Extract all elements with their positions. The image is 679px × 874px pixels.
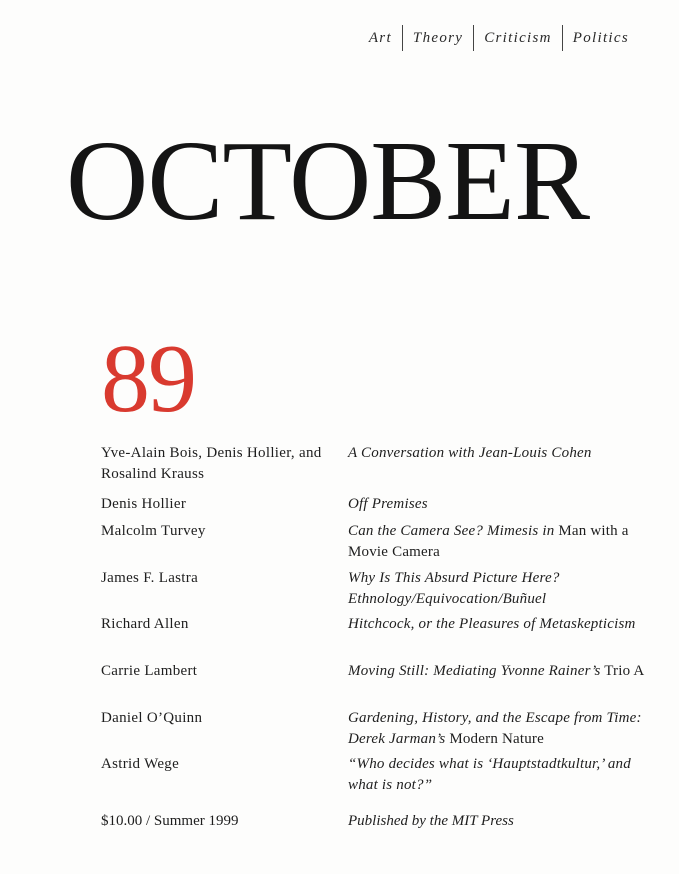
toc-title-italic-part: Gardening, History, and the Escape from Time: Derek Jarman’s xyxy=(348,710,642,747)
toc-author: Richard Allen xyxy=(101,616,189,632)
toc-title xyxy=(348,661,648,682)
publisher: Published by the MIT Press xyxy=(348,813,514,829)
toc-title xyxy=(348,614,648,635)
toc-title-italic-part: Hitchcock, or the Pleasures of Metaskepticism xyxy=(348,616,636,632)
toc-author: Denis Hollier xyxy=(101,496,187,512)
toc-title-italic-part: Moving Still: Mediating Yvonne Rainer’s xyxy=(348,663,601,679)
toc-author: James F. Lastra xyxy=(101,570,199,586)
toc-title-roman-part: Modern Nature xyxy=(445,731,544,747)
toc-title-italic-part: Off Premises xyxy=(348,496,428,512)
toc-author: Astrid Wege xyxy=(101,756,180,772)
toc-title-roman-part: Trio A xyxy=(600,663,645,679)
toc-author: Malcolm Turvey xyxy=(101,523,206,539)
toc-title-roman-part: Man with a Movie Camera xyxy=(348,523,629,560)
subject-nav xyxy=(359,25,629,51)
toc-title-italic-part: Can the Camera See? Mimesis in xyxy=(348,523,555,539)
toc-title xyxy=(348,568,648,610)
toc-title xyxy=(348,708,648,750)
toc-title-italic-part: A Conversation with Jean-Louis Cohen xyxy=(348,445,592,461)
nav-politics: Politics xyxy=(572,30,629,46)
toc-title xyxy=(348,754,648,796)
toc-title xyxy=(348,521,648,563)
nav-theory: Theory xyxy=(412,30,464,46)
toc-title xyxy=(348,494,648,515)
price-and-date: $10.00 / Summer 1999 xyxy=(101,813,239,829)
toc-author: Daniel O’Quinn xyxy=(101,710,203,726)
nav-criticism: Criticism xyxy=(484,30,552,46)
toc-title-italic-part: Why Is This Absurd Picture Here? Ethnology/Equivocation/Buñuel xyxy=(348,570,560,607)
toc-title xyxy=(348,443,648,464)
journal-title: OCTOBER xyxy=(66,117,589,244)
toc-title-italic-part: “Who decides what is ‘Hauptstadtkultur,’ and what is not?” xyxy=(348,756,631,793)
nav-art: Art xyxy=(368,30,392,46)
issue-number: 89 xyxy=(101,325,195,433)
toc-author: Yve-Alain Bois, Denis Hollier, and Rosalind Krauss xyxy=(101,445,322,482)
toc-author: Carrie Lambert xyxy=(101,663,198,679)
